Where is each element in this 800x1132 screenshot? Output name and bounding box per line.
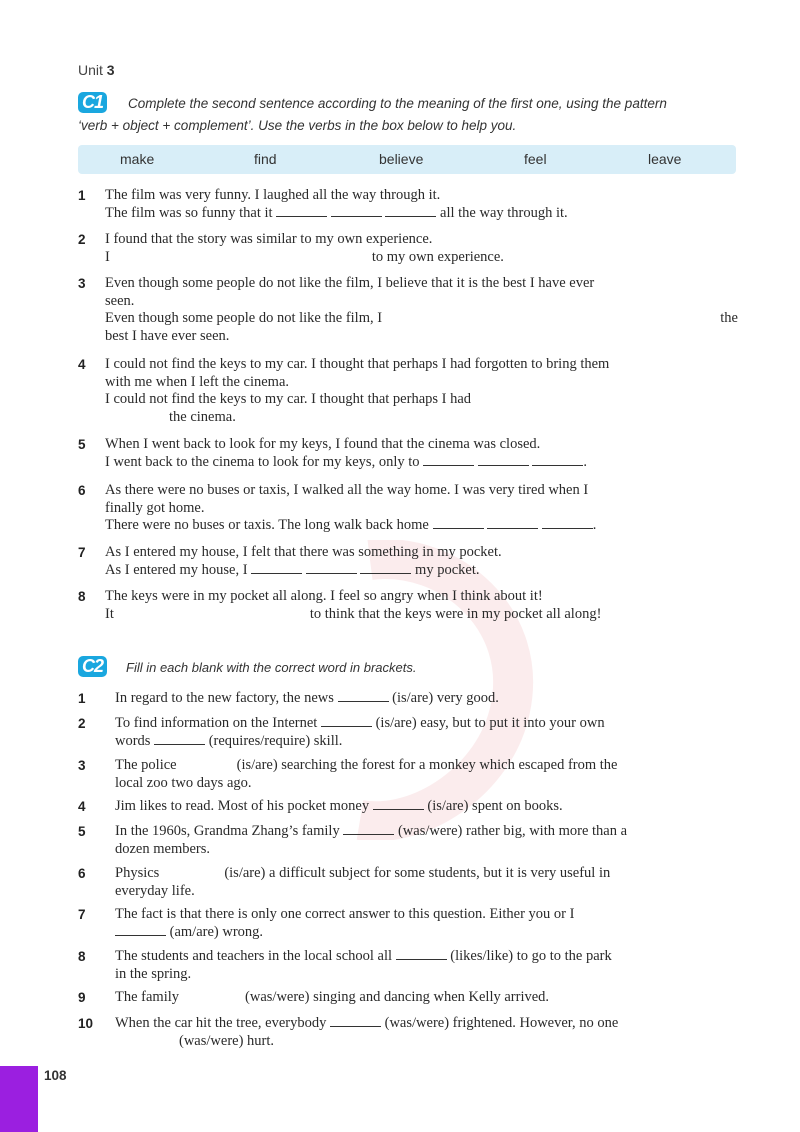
unit-number: 3 [106, 62, 115, 78]
sentence-start: The students and teachers in the local school all [115, 948, 393, 964]
c1-badge-icon: C1 [78, 92, 107, 113]
answer-blank[interactable] [542, 517, 593, 529]
item-number: 1 [78, 188, 86, 203]
second-sentence-start: As I entered my house, I [105, 561, 248, 578]
sentence-mid: (was/were) frightened. However, no one [384, 1015, 619, 1031]
answer-blank[interactable] [433, 517, 484, 529]
first-sentence: As there were no buses or taxis, I walked all the way home. I was very tired when I [105, 482, 589, 498]
second-sentence-start: I went back to the cinema to look for my keys, only to [105, 453, 420, 470]
item-number: 4 [78, 357, 86, 372]
item-number: 5 [78, 824, 86, 839]
item-number: 10 [78, 1016, 94, 1031]
first-sentence: The film was very funny. I laughed all the way through it. [105, 187, 441, 203]
first-sentence: I could not find the keys to my car. I thought that perhaps I had forgotten to bring them [105, 356, 610, 372]
sentence-end: (requires/require) skill. [208, 732, 343, 749]
c2-instruction: Fill in each blank with the correct word in brackets. [126, 660, 417, 675]
sentence-mid: (was/were) rather big, with more than a [397, 823, 628, 839]
item-number: 9 [78, 990, 86, 1005]
item-number: 5 [78, 437, 86, 452]
second-sentence-start: Even though some people do not like the film, I [105, 310, 383, 326]
item-number: 6 [78, 483, 86, 498]
item-number: 6 [78, 866, 86, 881]
second-sentence-end: best I have ever seen. [105, 327, 230, 344]
answer-blank[interactable] [373, 798, 424, 810]
c1-instruction-line2: ‘verb + object + complement’. Use the verbs in the box below to help you. [78, 118, 517, 133]
second-sentence-start: The film was so funny that it [105, 204, 273, 221]
verb-leave: leave [648, 151, 682, 167]
sentence-start: In the 1960s, Grandma Zhang’s family [115, 823, 340, 839]
c1-item-6 [78, 482, 738, 536]
sentence-end: in the spring. [115, 965, 192, 982]
verb-make: make [120, 151, 155, 167]
second-sentence-end: the cinema. [169, 408, 236, 425]
unit-label [78, 62, 115, 78]
answer-blank[interactable] [343, 823, 394, 835]
c1-instruction-line1: Complete the second sentence according to the meaning of the first one, using the pattern [128, 96, 667, 111]
answer-blank[interactable] [306, 562, 357, 574]
answer-blank[interactable] [330, 1015, 381, 1027]
second-sentence-start: I could not find the keys to my car. I thought that perhaps I had [105, 391, 472, 407]
sentence-end: local zoo two days ago. [115, 774, 252, 791]
sentence-mid: (is/are) searching the forest for a monkey which escaped from the [236, 757, 618, 773]
first-sentence: Even though some people do not like the film, I believe that it is the best I have ever [105, 275, 595, 291]
c1-item-4 [78, 356, 738, 426]
second-sentence-start: It [105, 605, 114, 622]
item-number: 3 [78, 758, 86, 773]
c1-item-8 [78, 588, 738, 624]
first-sentence: When I went back to look for my keys, I found that the cinema was closed. [105, 436, 541, 452]
answer-blank[interactable] [487, 517, 538, 529]
item-number: 7 [78, 907, 86, 922]
c1-item-5 [78, 436, 738, 472]
c2-badge-icon: C2 [78, 656, 107, 677]
second-sentence-mid: the [720, 310, 738, 326]
verb-find: find [254, 151, 277, 167]
verb-believe: believe [379, 151, 424, 167]
item-number: 3 [78, 276, 86, 291]
c1-item-1 [78, 187, 738, 223]
sentence-end: (was/were) hurt. [179, 1032, 275, 1049]
item-number: 8 [78, 949, 86, 964]
item-number: 7 [78, 545, 86, 560]
answer-blank[interactable] [321, 715, 372, 727]
answer-blank[interactable] [423, 454, 474, 466]
sentence-start: The family [115, 989, 180, 1005]
answer-blank[interactable] [532, 454, 583, 466]
c1-item-2 [78, 231, 738, 267]
item-number: 8 [78, 589, 86, 604]
sentence-end: (is/are) spent on books. [427, 798, 563, 814]
sentence-start: When the car hit the tree, everybody [115, 1015, 327, 1031]
first-sentence: I found that the story was similar to my own experience. [105, 231, 433, 247]
sentence-start: In regard to the new factory, the news [115, 690, 334, 706]
item-number: 4 [78, 799, 86, 814]
sentence-end: (am/are) wrong. [169, 923, 264, 940]
sentence-end: (is/are) very good. [392, 690, 499, 706]
first-sentence-cont: seen. [105, 292, 135, 309]
item-number: 1 [78, 691, 86, 706]
answer-blank[interactable] [385, 205, 436, 217]
answer-blank[interactable] [154, 733, 205, 745]
sentence-start: The police [115, 757, 177, 773]
sentence-end: (was/were) singing and dancing when Kelly arrived. [245, 989, 550, 1005]
second-sentence-start: I [105, 248, 110, 265]
sentence-end: everyday life. [115, 882, 195, 899]
answer-blank[interactable] [331, 205, 382, 217]
answer-blank[interactable] [115, 924, 166, 936]
sentence-start: To find information on the Internet [115, 715, 318, 731]
c1-item-3 [78, 275, 738, 345]
second-sentence-start: There were no buses or taxis. The long walk back home [105, 517, 429, 533]
answer-blank[interactable] [251, 562, 302, 574]
sentence-mid: (is/are) easy, but to put it into your own [375, 715, 605, 731]
unit-text: Unit [78, 62, 103, 78]
answer-blank[interactable] [478, 454, 529, 466]
sentence-mid: (likes/like) to go to the park [450, 948, 612, 964]
sentence-cont: words [115, 732, 151, 749]
answer-blank[interactable] [276, 205, 327, 217]
item-number: 2 [78, 716, 86, 731]
first-sentence-cont: finally got home. [105, 499, 205, 516]
answer-blank[interactable] [338, 690, 389, 702]
second-sentence-end: to my own experience. [371, 248, 504, 265]
first-sentence: As I entered my house, I felt that there was something in my pocket. [105, 544, 502, 560]
sentence-start: Jim likes to read. Most of his pocket money [115, 798, 370, 814]
second-sentence-end: . [592, 517, 597, 533]
sentence-mid: (is/are) a difficult subject for some students, but it is very useful in [224, 865, 611, 881]
second-sentence-end: all the way through it. [440, 204, 568, 221]
first-sentence: The keys were in my pocket all along. I feel so angry when I think about it! [105, 588, 543, 604]
sentence-start: The fact is that there is only one correct answer to this question. Either you or I [115, 906, 575, 922]
verb-feel: feel [524, 151, 547, 167]
second-sentence-end: . [583, 453, 587, 470]
second-sentence-end: to think that the keys were in my pocket all along! [309, 605, 602, 622]
answer-blank[interactable] [360, 562, 411, 574]
sentence-end: dozen members. [115, 840, 211, 857]
verb-box [78, 145, 736, 174]
page-accent-bar [0, 1066, 38, 1132]
first-sentence-cont: with me when I left the cinema. [105, 373, 290, 390]
c1-item-7 [78, 544, 738, 580]
item-number: 2 [78, 232, 86, 247]
second-sentence-end: my pocket. [415, 561, 480, 578]
answer-blank[interactable] [396, 948, 447, 960]
page-number: 108 [44, 1068, 67, 1083]
sentence-start: Physics [115, 865, 160, 881]
